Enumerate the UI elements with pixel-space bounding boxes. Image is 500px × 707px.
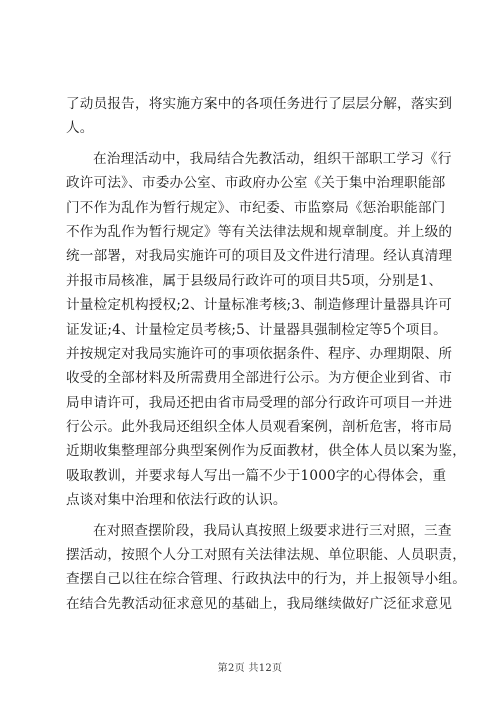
text-line: 计量检定机构授权;2、计量标准考核;3、制造修理计量器具许可 [66,297,452,314]
page-number-footer: 第2页 共12页 [217,663,283,674]
text-line: 了动员报告，将实施方案中的各项任务进行了层层分解，落实到 [66,96,453,112]
text-line: 并按规定对我局实施许可的事项依据条件、程序、办理期限、所 [66,345,453,362]
text-line: 人。 [66,120,94,137]
text-line: 政许可法》、市委办公室、市政府办公室《关于集中治理职能部 [66,175,446,192]
text-line: 吸取教训，并要求每人写出一篇不少于1000字的心得体会，重 [66,467,447,484]
document-body [66,92,467,616]
text-line: 行公示。此外我局还组织全体人员观看案例，剖析危害，将市局 [66,419,453,436]
text-line: 近期收集整理部分典型案例作为反面教材，供全体人员以案为鉴， [66,443,467,460]
paragraph [66,147,467,513]
text-line: 收受的全部材料及所需费用全部进行公示。为方便企业到省、市 [66,370,453,387]
paragraph [66,519,467,617]
text-line: 不作为乱作为暂行规定》等有关法律法规和规章制度。并上级的 [66,223,453,240]
text-line: 统一部署，对我局实施许可的项目及文件进行清理。经认真清理 [66,248,453,265]
text-line: 查摆自己以往在综合管理、行政执法中的行为，并上报领导小组。 [66,571,467,588]
paragraph [66,92,453,141]
text-line: 点谈对集中治理和依法行政的认识。 [66,492,287,509]
text-line: 在治理活动中，我局结合先教活动，组织干部职工学习《行 [93,150,452,167]
text-line: 并报市局核准，属于县级局行政许可的项目共5项，分别是1、 [66,272,443,289]
text-line: 证发证;4、计量检定员考核;5、计量器具强制检定等5个项目。 [66,321,447,338]
text-line: 局申请许可，我局还把由省市局受理的部分行政许可项目一并进 [66,394,453,411]
text-line: 摆活动，按照个人分工对照有关法律法规、单位职能、人员职责， [66,547,467,564]
text-line: 在结合先教活动征求意见的基础上，我局继续做好广泛征求意见 [66,595,453,612]
text-line: 在对照查摆阶段，我局认真按照上级要求进行三对照，三查 [93,522,452,539]
text-line: 门不作为乱作为暂行规定》、市纪委、市监察局《惩治职能部门 [66,199,446,216]
